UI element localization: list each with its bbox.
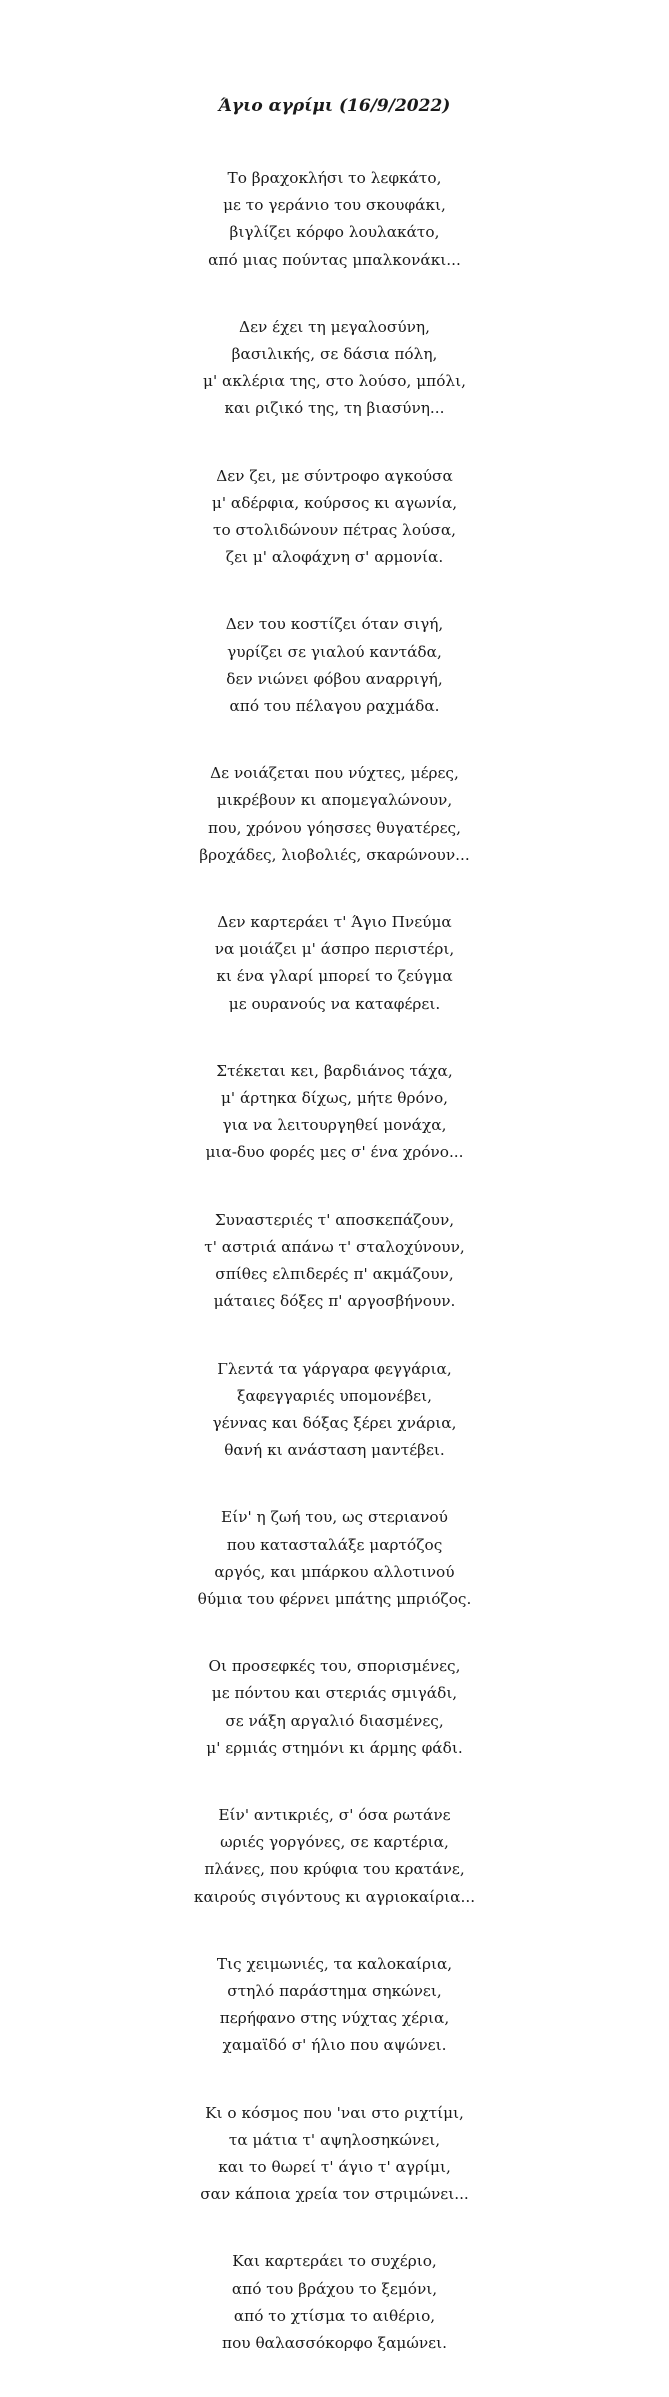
stanza (0, 314, 669, 423)
verse-line: γέννας και δόξας ξέρει χνάρια, (212, 1413, 457, 1432)
verse-line: μικρέβουν κι απομεγαλώνουν, (216, 791, 453, 810)
verse-line: μ' άρτηκα δίχως, μήτε θρόνο, (220, 1089, 449, 1108)
verse-line: καιρούς σιγόντους κι αγριοκαίρια... (193, 1887, 476, 1906)
verse-line: μ' ακλέρια της, στο λούσο, μπόλι, (203, 372, 466, 391)
verse-line: γυρίζει σε γιαλού καντάδα, (227, 642, 442, 661)
verse-line: που θαλασσόκορφο ξαμώνει. (222, 2333, 447, 2352)
verse-line: μ' αδέρφια, κούρσος κι αγωνία, (211, 493, 458, 512)
verse-line: Είν' αντικριές, σ' όσα ρωτάνε (218, 1805, 451, 1824)
verse-line: και ριζικό της, τη βιασύνη... (224, 399, 445, 418)
verse-line: το στολιδώνουν πέτρας λούσα, (212, 521, 457, 540)
stanza (0, 1802, 669, 1911)
verse-line: Δεν καρτεράει τ' Άγιο Πνεύμα (217, 913, 452, 932)
verse-line: τ' αστριά απάνω τ' σταλοχύνουν, (204, 1237, 465, 1256)
verse-line: ωριές γοργόνες, σε καρτέρια, (220, 1833, 449, 1852)
verse-line: στηλό παράστημα σηκώνει, (227, 1981, 442, 2000)
verse-line: σπίθες ελπιδερές π' ακμάζουν, (215, 1265, 454, 1284)
stanza (0, 165, 669, 274)
verse-line: με το γεράνιο του σκουφάκι, (223, 196, 446, 215)
verse-line: χαμαϊδό σ' ήλιο που αψώνει. (222, 2036, 447, 2055)
verse-line: μάταιες δόξες π' αργοσβήνουν. (213, 1292, 456, 1311)
verse-line: κι ένα γλαρί μπορεί το ζεύγμα (216, 967, 453, 986)
verse-line: από μιας πούντας μπαλκονάκι... (208, 250, 461, 269)
verse-line: βασιλικής, σε δάσια πόλη, (231, 345, 438, 364)
verse-line: Δε νοιάζεται που νύχτες, μέρες, (210, 764, 459, 783)
stanza (0, 1058, 669, 1167)
verse-line: Συναστεριές τ' αποσκεπάζουν, (214, 1210, 455, 1229)
verse-line: βιγλίζει κόρφο λουλακάτο, (229, 223, 440, 242)
verse-line: θανή κι ανάσταση μαντέβει. (224, 1441, 445, 1460)
verse-line: που, χρόνου γόησσες θυγατέρες, (208, 818, 461, 837)
verse-line: από του πέλαγου ραχμάδα. (229, 697, 440, 716)
verse-line: Το βραχοκλήσι το λεφκάτο, (227, 169, 442, 187)
verse-line: να μοιάζει μ' άσπρο περιστέρι, (214, 940, 455, 959)
verse-line: πλάνες, που κρύφια του κρατάνε, (204, 1860, 465, 1879)
verse-line: σαν κάποια χρεία τον στριμώνει... (200, 2185, 469, 2204)
verse-line: σε νάξη αργαλιό διασμένες, (225, 1711, 444, 1730)
verse-line: θύμια του φέρνει μπάτης μπριόζος. (197, 1589, 472, 1608)
verse-line: τα μάτια τ' αψηλοσηκώνει, (228, 2130, 441, 2149)
poem-body (0, 165, 669, 2397)
verse-line: από του βράχου το ξεμόνι, (231, 2279, 438, 2298)
stanza (0, 1504, 669, 1613)
verse-line: αργός, και μπάρκου αλλοτινού (214, 1562, 455, 1581)
stanza (0, 463, 669, 572)
verse-line: Και καρτεράει το συχέριο, (232, 2252, 437, 2271)
stanza (0, 1951, 669, 2060)
stanza (0, 611, 669, 720)
stanza (0, 1207, 669, 1316)
verse-line: Δεν ζει, με σύντροφο αγκούσα (216, 466, 453, 485)
verse-line: Κι ο κόσμος που 'ναι στο ριχτίμι, (205, 2103, 464, 2122)
verse-line: Οι προσεφκές του, σπορισμένες, (208, 1657, 461, 1676)
verse-line: που κατασταλάξε μαρτόζος (226, 1535, 443, 1554)
verse-line: Τις χειμωνιές, τα καλοκαίρια, (216, 1954, 453, 1973)
verse-line: Δεν έχει τη μεγαλοσύνη, (239, 317, 430, 336)
verse-line: Στέκεται κει, βαρδιάνος τάχα, (216, 1061, 453, 1080)
stanza (0, 1653, 669, 1762)
stanza (0, 2100, 669, 2209)
verse-line: μ' ερμιάς στημόνι κι άρμης φάδι. (206, 1738, 463, 1757)
verse-line: Είν' η ζωή του, ως στεριανού (221, 1508, 448, 1527)
verse-line: με πόντου και στεριάς σμιγάδι, (211, 1684, 458, 1703)
verse-line: Γλεντά τα γάργαρα φεγγάρια, (217, 1359, 452, 1378)
stanza (0, 2248, 669, 2357)
verse-line: με ουρανούς να καταφέρει. (228, 994, 441, 1013)
verse-line: βροχάδες, λιοβολιές, σκαρώνουν... (199, 845, 470, 864)
stanza (0, 760, 669, 869)
stanza (0, 909, 669, 1018)
verse-line: για να λειτουργηθεί μονάχα, (222, 1116, 447, 1135)
verse-line: ξαφεγγαριές υπομονέβει, (237, 1386, 432, 1405)
verse-line: δεν νιώνει φόβου αναρριγή, (226, 669, 443, 688)
verse-line: και το θωρεί τ' άγιο τ' αγρίμι, (218, 2157, 451, 2176)
verse-line: ζει μ' αλοφάχνη σ' αρμονία. (225, 548, 444, 567)
poem-title: Άγιο αγρίμι (16/9/2022) (218, 96, 451, 116)
verse-line: μια-δυο φορές μες σ' ένα χρόνο... (205, 1143, 464, 1162)
verse-line: Δεν του κοστίζει όταν σιγή, (225, 615, 444, 634)
stanza (0, 1356, 669, 1465)
verse-line: από το χτίσμα το αιθέριο, (233, 2306, 436, 2325)
verse-line: περήφανο στης νύχτας χέρια, (219, 2009, 450, 2028)
